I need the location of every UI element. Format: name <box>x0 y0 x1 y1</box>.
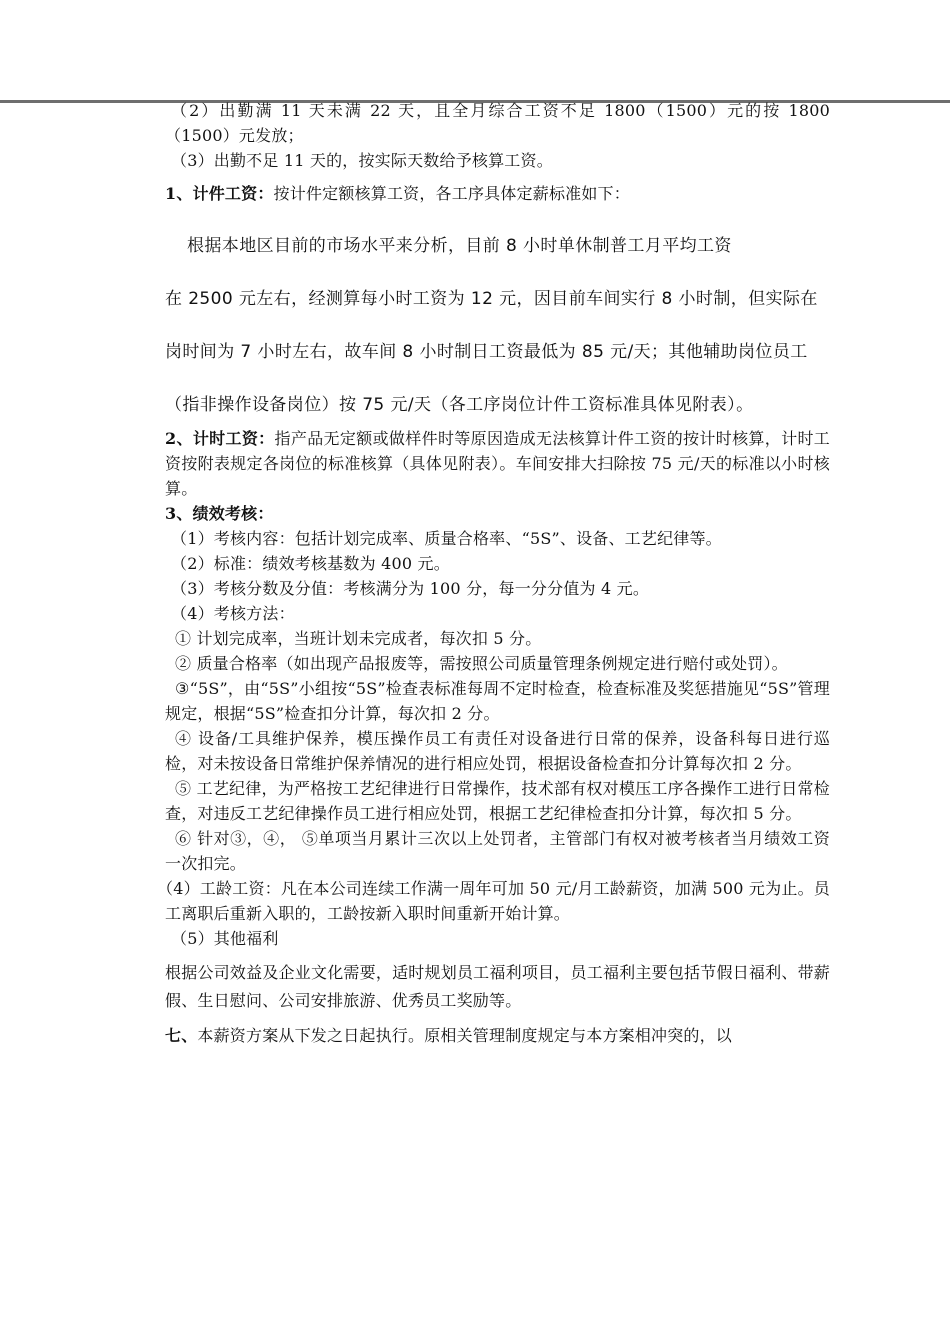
document-body <box>157 98 830 1048</box>
paragraph-attendance-3: （3）出勤不足 11 天的，按实际天数给予核算工资。 <box>171 151 553 170</box>
section-hourly-wage <box>165 426 830 501</box>
explanation-line: 根据本地区目前的市场水平来分析，目前 8 小时单休制普工月平均工资 <box>187 236 732 256</box>
section-heading: 七、 <box>165 1026 198 1045</box>
section-heading: 1、计件工资： <box>165 184 274 203</box>
method-item-2: ② 质量合格率（如出现产品报废等，需按照公司质量管理条例规定进行赔付或处罚）。 <box>175 654 788 673</box>
section-text: 本薪资方案从下发之日起执行。原相关管理制度规定与本方案相冲突的，以 <box>197 1026 733 1045</box>
section-seven <box>165 1023 830 1048</box>
method-item-5: ⑤ 工艺纪律，为严格按工艺纪律进行日常操作，技术部有权对模压工序各操作工进行日常检查，对违反工艺纪律操作员工进行相应处罚，根据工艺纪律检查扣分计算，每次扣 5 分。 <box>165 779 830 823</box>
section-other-benefits: （5）其他福利 <box>171 929 279 948</box>
explanation-text: 在 2500 元左右，经测算每小时工资为 12 元，因目前车间实行 8 小时制，但实际在岗时间为 7 小时左右，故车间 8 小时制日工资最低为 85 元/天；其他辅助岗位员工（指非操作设备岗位）按 75 元/天（各工序岗位计件工资标准具体见附表）。 <box>165 289 818 415</box>
piece-rate-explanation <box>165 220 830 432</box>
performance-score: （3）考核分数及分值：考核满分为 100 分，每一分分值为 4 元。 <box>171 579 650 598</box>
section-text: 指产品无定额或做样件时等原因造成无法核算计件工资的按计时核算，计时工资按附表规定各岗位的标准核算（具体见附表）。车间安排大扫除按 75 元/天的标准以小时核算。 <box>165 429 830 498</box>
section-seniority-wage: （4）工龄工资：凡在本公司连续工作满一周年可加 50 元/月工龄薪资，加满 500 元为止。员工离职后重新入职的，工龄按新入职时间重新开始计算。 <box>157 879 830 923</box>
section-heading: 2、计时工资： <box>165 429 275 448</box>
section-text: 按计件定额核算工资，各工序具体定薪标准如下： <box>273 184 630 203</box>
method-item-4: ④ 设备/工具维护保养，模压操作员工有责任对设备进行日常的保养，设备科每日进行巡检，对未按设备日常维护保养情况的进行相应处罚，根据设备检查扣分计算每次扣 2 分。 <box>165 729 830 773</box>
section-performance <box>165 501 830 526</box>
method-item-1: ① 计划完成率，当班计划未完成者，每次扣 5 分。 <box>175 629 542 648</box>
performance-method: （4）考核方法： <box>171 604 295 623</box>
performance-content: （1）考核内容：包括计划完成率、质量合格率、“5S”、设备、工艺纪律等。 <box>171 529 722 548</box>
section-heading: 3、绩效考核： <box>165 504 274 523</box>
method-item-3: ③“5S”，由“5S”小组按“5S”检查表标准每周不定时检查，检查标准及奖惩措施见“5S”管理规定，根据“5S”检查扣分计算，每次扣 2 分。 <box>165 679 830 723</box>
benefits-text: 根据公司效益及企业文化需要，适时规划员工福利项目，员工福利主要包括节假日福利、带薪假、生日慰问、公司安排旅游、优秀员工奖励等。 <box>165 963 830 1010</box>
performance-standard: （2）标准：绩效考核基数为 400 元。 <box>171 554 450 573</box>
paragraph-attendance-2: （2）出勤满 11 天未满 22 天，且全月综合工资不足 1800（1500）元的按 1800 （1500）元发放； <box>165 101 830 145</box>
method-item-6: ⑥ 针对③，④， ⑤单项当月累计三次以上处罚者，主管部门有权对被考核者当月绩效工资一次扣完。 <box>165 829 830 873</box>
section-piece-rate <box>165 181 830 206</box>
